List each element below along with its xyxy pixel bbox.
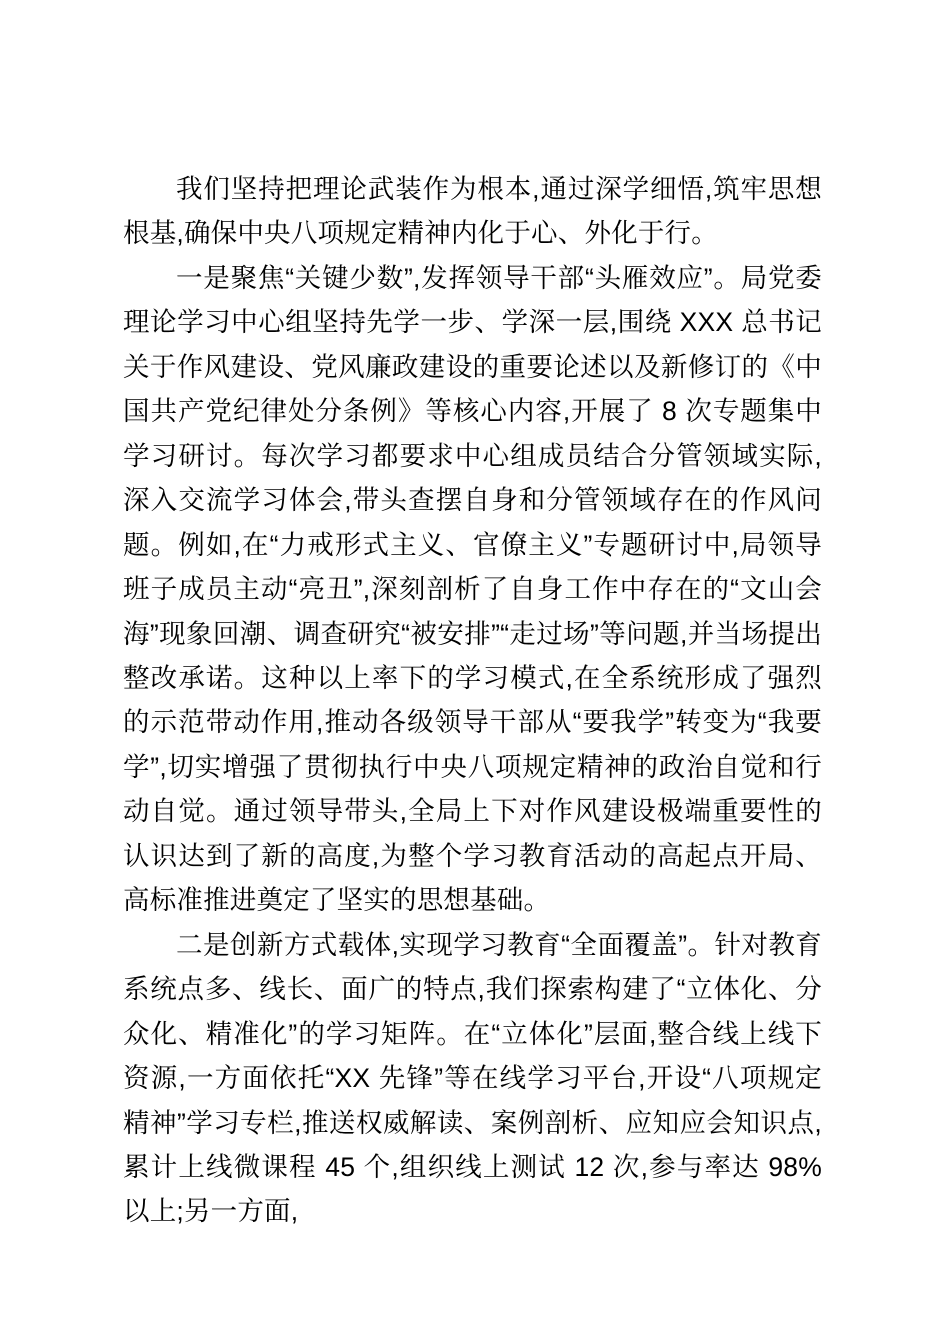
paragraph-point-one: 一是聚焦“关键少数”,发挥领导干部“头雁效应”。局党委理论学习中心组坚持先学一步、学深一层,围绕 XXX 总书记关于作风建设、党风廉政建设的重要论述以及新修订的《中国共产党纪律处分条例》等核心内容,开展了 8 次专题集中学习研讨。每次学习都要求中心组成员结合分管领域实际,深入交流学习体会,带头查摆自身和分管领域存在的作风问题。例如,在“力戒形式主义、官僚主义”专题研讨中,局领导班子成员主动“亮丑”,深刻剖析了自身工作中存在的“文山会海”现象回潮、调查研究“被安排”“走过场”等问题,并当场提出整改承诺。这种以上率下的学习模式,在全系统形成了强烈的示范带动作用,推动各级领导干部从“要我学”转变为“我要学”,切实增强了贯彻执行中央八项规定精神的政治自觉和行动自觉。通过领导带头,全局上下对作风建设极端重要性的认识达到了新的高度,为整个学习教育活动的高起点开局、高标准推进奠定了坚实的思想基础。 xyxy=(123,262,822,916)
paragraph-intro: 我们坚持把理论武装作为根本,通过深学细悟,筑牢思想根基,确保中央八项规定精神内化于心、外化于行。 xyxy=(123,174,822,249)
paragraph-point-two: 二是创新方式载体,实现学习教育“全面覆盖”。针对教育系统点多、线长、面广的特点,我们探索构建了“立体化、分众化、精准化”的学习矩阵。在“立体化”层面,整合线上线下资源,一方面依托“XX 先锋”等在线学习平台,开设“八项规定精神”学习专栏,推送权威解读、案例剖析、应知应会知识点,累计上线微课程 45 个,组织线上测试 12 次,参与率达 98%以上;另一方面, xyxy=(123,929,822,1227)
